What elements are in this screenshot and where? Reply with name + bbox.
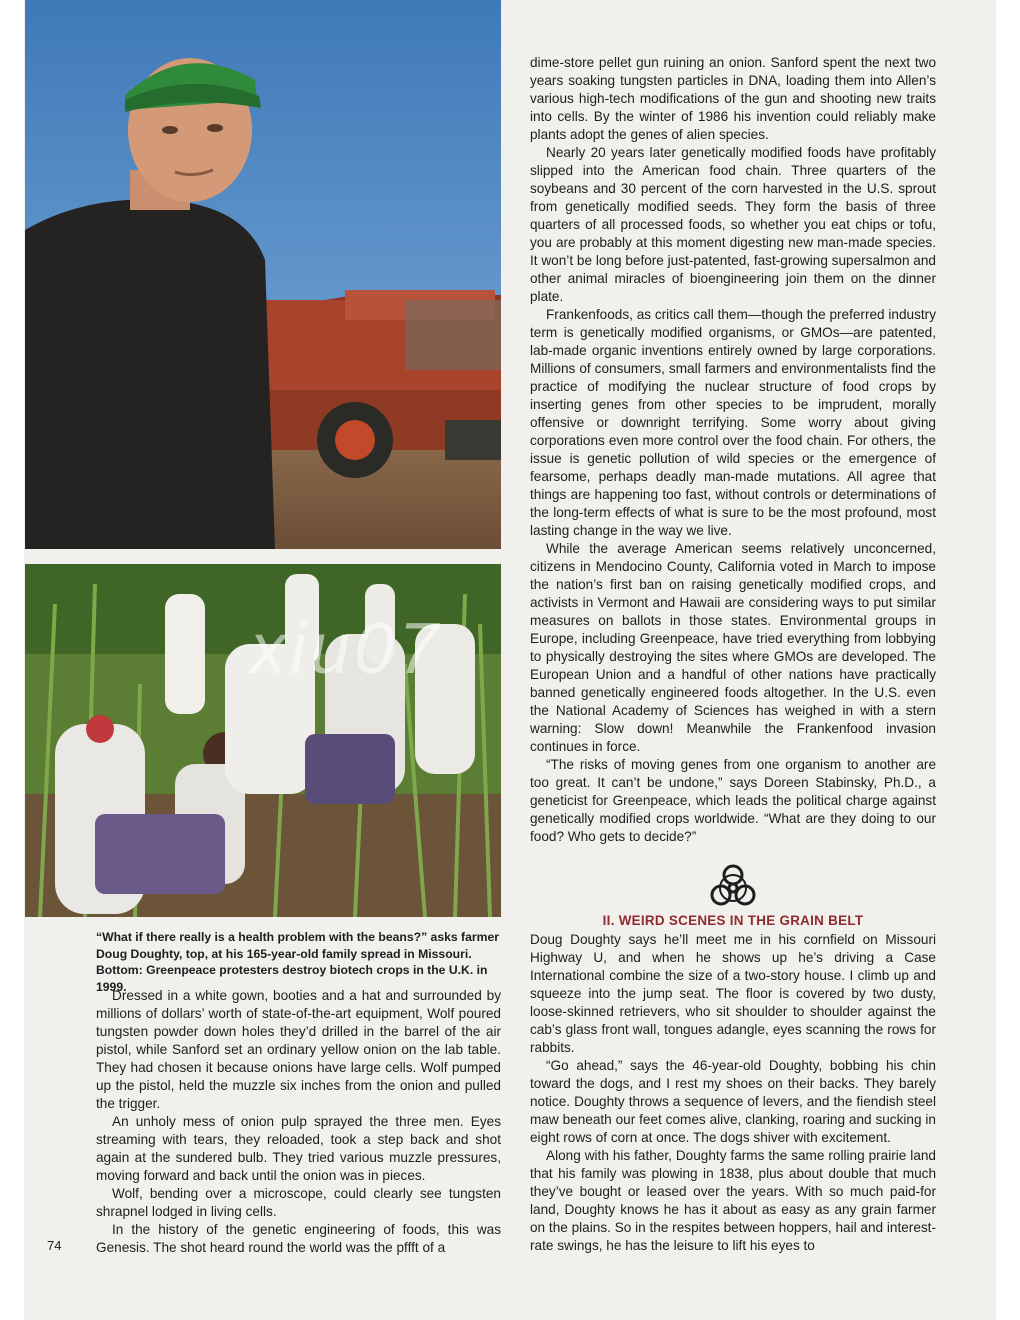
left-paragraph-4: In the history of the genetic engineering of foods, this was Genesis. The shot heard round the world was the pffft of a [96,1222,501,1255]
farmer-photo-illustration [25,0,501,549]
left-paragraph-2: An unholy mess of onion pulp sprayed the three men. Eyes streaming with tears, they reloaded, took a step back and shot again at the sundered bulb. They tried various muzzle pressures, moving forward and back until the onion was in pieces. [96,1114,501,1183]
watermark: xiu07 [250,609,443,689]
left-paragraph-3: Wolf, bending over a microscope, could clearly see tungsten shrapnel lodged in living cells. [96,1186,501,1219]
biohazard-icon [708,864,758,910]
right-column [530,54,936,846]
right-paragraph-4: While the average American seems relatively unconcerned, citizens in Mendocino County, California voted in March to impose the nation’s first ban on raising genetically modified crops, and activists in Vermont and Hawaii are considering ways to put similar measures on ballots in those states. Environmental groups in Europe, including Greenpeace, have tried everything from lobbying to physically destroying the sites where GMOs are developed. The European Union and a handful of other nations have practically banned genetically engineered foods altogether. In the U.S. even the National Academy of Sciences has weighed in with a stern warning: Slow down! Meanwhile the Frankenfood invasion continues in force. [530,541,936,754]
right-paragraph-1: dime-store pellet gun ruining an onion. Sanford spent the next two years soaking tungsten particles in DNA, loading them into Allen’s various high-tech modifications of the gun and shooting new traits into cells. By the winter of 1986 his invention could reliably make plants adopt the genes of alien species. [530,55,936,142]
combine-harvester [253,290,501,478]
section-heading: II. WEIRD SCENES IN THE GRAIN BELT [602,913,864,928]
caption-text: “What if there really is a health problem with the beans?” asks farmer Doug Doughty, top, at his 165-year-old family spread in Missouri. Bottom: Greenpeace protesters destroy biotech crops in the U.K. in 1999. [96,930,499,994]
section-paragraph-2: “Go ahead,” says the 46-year-old Doughty, bobbing his chin toward the dogs, and I rest my shoes on their backs. They barely notice. Doughty throws a sequence of levers, and the fiendish steel maw beneath our feet comes alive, clanking, roaring and sucking in eight rows of corn at once. The dogs shiver with excitement. [530,1058,936,1145]
protesters-photo [25,564,501,917]
right-paragraph-3: Frankenfoods, as critics call them—though the preferred industry term is genetically modified organisms, or GMOs—are patented, lab-made organic inventions entirely owned by large corporations. Millions of consumers, small farmers and environmentalists find the practice of modifying the nuclear structure of food crops by inserting genes from other species to be imprudent, morally offensive or downright terrifying. Some worry about giving corporations even more control over the food chain. For others, the issue is genetic pollution of wild species or the emergence of fearsome, perhaps deadly man-made mutations. All agree that things are happening too fast, without controls or determinations of the long-term effects of what is sure to be the most profound, most lasting change in the way we live. [530,307,936,538]
left-column [96,987,501,1257]
section-paragraph-1: Doug Doughty says he’ll meet me in his cornfield on Missouri Highway U, and when he shows up he’s driving a Case International combine the size of a two-story house. I climb up and squeeze into the jump seat. The floor is covered by two dusty, loose-skinned retrievers, who sit shoulder to shoulder against the cab’s glass front wall, tongues adangle, eyes scanning the rows for rabbits. [530,932,936,1055]
section-two [530,912,936,1255]
page-number: 74 [47,1238,62,1253]
photo-caption [96,929,500,995]
farmer-photo [25,0,501,549]
protesters-photo-illustration [25,564,501,917]
section-paragraph-3: Along with his father, Doughty farms the same rolling prairie land that his family was plowing in 1838, plus about double that much they’ve bought or leased over the years. With so much paid-for land, Doughty knows he has it about as easy as any grain farmer on the plains. So in the respites between hoppers, hail and interest-rate swings, he has the leisure to lift his eyes to [530,1148,936,1253]
right-paragraph-5: “The risks of moving genes from one organism to another are too great. It can’t be undone,” says Doreen Stabinsky, Ph.D., a geneticist for Greenpeace, which leads the political charge against genetically modified crops worldwide. “What are they doing to our food? Who gets to decide?” [530,757,936,844]
right-paragraph-2: Nearly 20 years later genetically modified foods have profitably slipped into the American food chain. Three quarters of the soybeans and 30 percent of the corn harvested in the U.S. sprout from genetically modified seeds. They form the basis of three quarters of all processed foods, so whether you eat chips or tofu, you are probably at this moment digesting new man-made species. It won’t be long before just-patented, fast-growing supersalmon and other animal miracles of bioengineering join them on the dinner plate. [530,145,936,304]
left-paragraph-1: Dressed in a white gown, booties and a hat and surrounded by millions of dollars’ worth of state-of-the-art equipment, Wolf poured tungsten powder down holes they’d drilled in the barrel of the air pistol, while Sanford set an ordinary yellow onion on the lab table. They had chosen it because onions have large cells. Wolf pumped up the pistol, held the muzzle six inches from the onion and pulled the trigger. [96,988,501,1111]
